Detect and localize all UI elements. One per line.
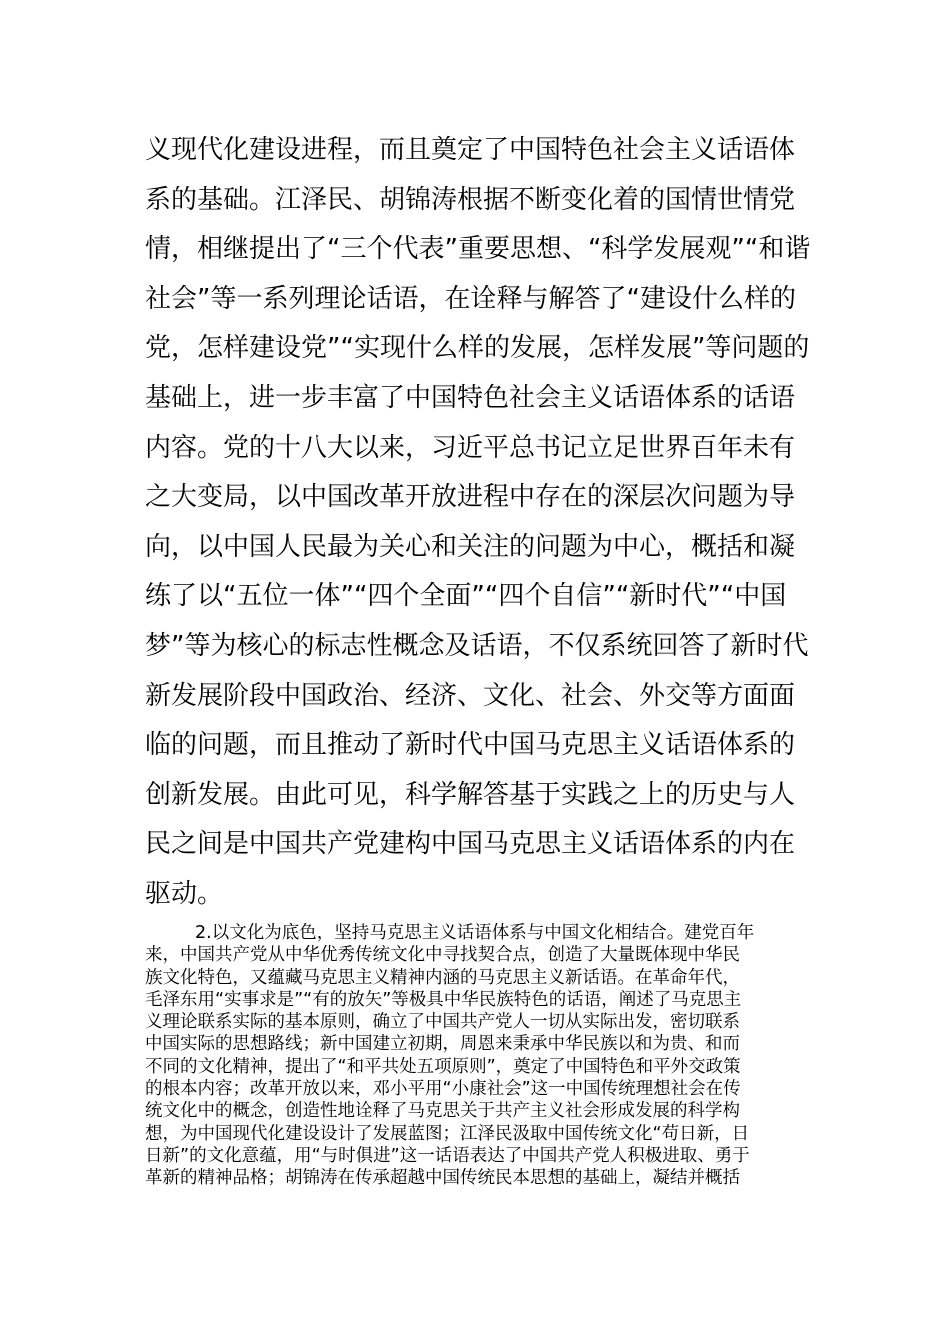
- paragraph-continued: [145, 126, 810, 920]
- text-line: 情，相继提出了“三个代表”重要思想、“科学发展观”“和谐: [145, 234, 811, 265]
- text-line: 义理论联系实际的基本原则，确立了中国共产党人一切从实际出发，密切联系: [145, 1012, 740, 1033]
- text-line: 来，中国共产党从中华优秀传统文化中寻找契合点，创造了大量既体现中华民: [145, 945, 740, 966]
- text-line: 内容。党的十八大以来，习近平总书记立足世界百年未有: [145, 432, 796, 463]
- text-line: 梦”等为核心的标志性概念及话语，不仅系统回答了新时代: [145, 630, 809, 661]
- text-line: 想，为中国现代化建设设计了发展蓝图；江泽民汲取中国传统文化“苟日新，日: [145, 1123, 750, 1144]
- text-line: 党，怎样建设党”“实现什么样的发展，怎样发展”等问题的: [145, 333, 810, 364]
- text-line: 临的问题，而且推动了新时代中国马克思主义话语体系的: [145, 730, 796, 761]
- section-heading-line: 2.以文化为底色，坚持马克思主义话语体系与中国文化相结合。建党百年: [195, 923, 755, 943]
- text-line: 的根本内容；改革开放以来，邓小平用“小康社会”这一中国传统理想社会在传: [145, 1079, 741, 1100]
- text-line: 毛泽东用“实事求是”“有的放矢”等极具中华民族特色的话语，阐述了马克思主: [145, 989, 742, 1010]
- text-line: 驱动。: [145, 878, 224, 909]
- text-line: 日新”的文化意蕴，用“与时俱进”这一话语表达了中国共产党人积极进取、勇于: [145, 1145, 750, 1166]
- text-line: 练了以“五位一体”“四个全面”“四个自信”“新时代”“中国: [145, 581, 787, 612]
- text-line: 义现代化建设进程，而且奠定了中国特色社会主义话语体: [145, 135, 796, 165]
- text-line: 中国实际的思想路线；新中国建立初期，周恩来秉承中华民族以和为贵、和而: [145, 1034, 740, 1055]
- text-line: 社会”等一系列理论话语，在诠释与解答了“建设什么样的: [145, 283, 796, 314]
- text-line: 民之间是中国共产党建构中国马克思主义话语体系的内在: [145, 829, 796, 860]
- text-line: 之大变局，以中国改革开放进程中存在的深层次问题为导: [145, 482, 796, 513]
- text-line: 基础上，进一步丰富了中国特色社会主义话语体系的话语: [145, 382, 796, 413]
- text-line: 革新的精神品格；胡锦涛在传承超越中国传统民本思想的基础上，凝结并概括: [145, 1168, 740, 1189]
- text-line: 不同的文化精神，提出了“和平共处五项原则”，奠定了中国特色和平外交政策: [145, 1056, 741, 1077]
- text-line: 创新发展。由此可见，科学解答基于实践之上的历史与人: [145, 779, 796, 810]
- text-line: 统文化中的概念，创造性地诠释了马克思关于共产主义社会形成发展的科学构: [145, 1101, 740, 1122]
- section-paragraph: [145, 922, 810, 1190]
- text-line: 系的基础。江泽民、胡锦涛根据不断变化着的国情世情党: [145, 184, 796, 215]
- text-line: 向，以中国人民最为关心和关注的问题为中心，概括和凝: [145, 531, 796, 562]
- text-line: 新发展阶段中国政治、经济、文化、社会、外交等方面面: [145, 680, 796, 711]
- text-line: 族文化特色，又蕴藏马克思主义精神内涵的马克思主义新话语。在革命年代，: [145, 967, 740, 988]
